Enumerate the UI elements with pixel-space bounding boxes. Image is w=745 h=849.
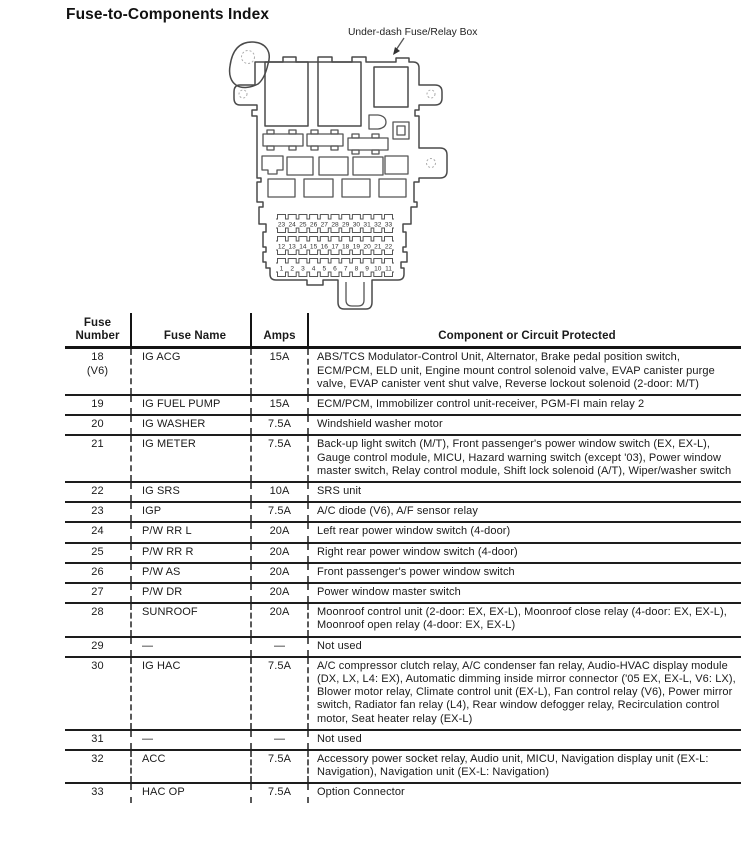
connector-row — [263, 130, 388, 154]
cell-fuse-name: IG ACG — [130, 349, 250, 394]
table-row — [65, 349, 741, 396]
fuse-slot-icon — [372, 228, 383, 233]
fuse-number: 28 — [331, 221, 339, 229]
cell-fuse-number: 33 — [91, 786, 104, 799]
fuse-slot-icon — [287, 215, 298, 220]
fuse-number: 24 — [288, 221, 296, 229]
cell-component: Not used — [307, 638, 741, 656]
fuse-slot-icon — [340, 215, 351, 220]
fuse-slot-icon — [383, 237, 394, 242]
fuse-slot-icon — [383, 215, 394, 220]
fuse-slot-icon — [383, 272, 394, 277]
cell-component: Option Connector — [307, 784, 741, 802]
fuse-slot-icon — [383, 228, 394, 233]
cell-component: Back-up light switch (M/T), Front passenger's power window switch (EX, EX-L), Gauge control module, MICU, Hazard warning switch (except '03), Power window master switch, Relay control module, Shift lock solenoid (A/T), Wiper/washer switch — [307, 436, 741, 481]
cell-fuse-number: 31 — [91, 732, 104, 745]
fuse-slot-icon — [340, 237, 351, 242]
fuse-slot-icon — [340, 259, 351, 264]
fuse-slot-icon — [319, 215, 330, 220]
label-arrow-head — [393, 47, 400, 55]
fuse-slot-icon — [340, 272, 351, 277]
fuse-slot-icon — [319, 250, 330, 255]
table-row — [65, 731, 741, 751]
fuse-slot-icon — [319, 259, 330, 264]
cell-component: SRS unit — [307, 483, 741, 501]
fuse-slot-icon — [308, 215, 319, 220]
table-row — [65, 564, 741, 584]
cap-connector — [262, 156, 283, 174]
table-row — [65, 784, 741, 802]
fuse-number: 21 — [374, 243, 382, 251]
fuse-number: 14 — [299, 243, 307, 251]
table-body — [65, 349, 741, 802]
cell-component: Accessory power socket relay, Audio unit, MICU, Navigation display unit (EX-L: Navigation), Navigation unit (EX-L: Navigation) — [307, 751, 741, 782]
fuse-slot-icon — [276, 272, 287, 277]
fuse-number: 23 — [277, 221, 286, 229]
fuse-slot-icon — [330, 250, 341, 255]
cell-fuse-name: P/W RR L — [130, 523, 250, 541]
cell-fuse-name: IG WASHER — [130, 416, 250, 434]
fuse-slot-icon — [297, 259, 308, 264]
cell-fuse-name: P/W AS — [130, 564, 250, 582]
fuse-number: 27 — [320, 221, 328, 229]
table-row — [65, 396, 741, 416]
fuse-slot-icon — [340, 228, 351, 233]
cell-fuse-number: 30 — [91, 659, 104, 672]
fuse-slot-icon — [287, 228, 298, 233]
cell-component: A/C diode (V6), A/F sensor relay — [307, 503, 741, 521]
table-row — [65, 751, 741, 784]
fuse-slot-icon — [297, 228, 308, 233]
cell-fuse-number: 32 — [91, 753, 104, 766]
fuse-box-drawing — [0, 18, 745, 313]
fuse-slot-icon — [308, 250, 319, 255]
cell-component: ECM/PCM, Immobilizer control unit-receiver, PGM-FI main relay 2 — [307, 396, 741, 414]
fuse-slot-icon — [297, 215, 308, 220]
cell-fuse-number: 26 — [91, 565, 104, 578]
table-row — [65, 523, 741, 543]
fuse-number: 18 — [342, 243, 350, 251]
fuse-slot-icon — [276, 228, 287, 233]
fuse-slot-icon — [383, 259, 394, 264]
fuse-slot-icon — [330, 237, 341, 242]
fuse-slot-icon — [362, 250, 373, 255]
table-row — [65, 544, 741, 564]
fuse-number: 30 — [352, 221, 361, 229]
mount-hole-icon — [239, 90, 247, 98]
fuse-number: 16 — [320, 243, 328, 251]
diagram-label: Under-dash Fuse/Relay Box — [348, 27, 478, 38]
fuse-number: 17 — [331, 243, 339, 251]
fuse-slot-icon — [308, 272, 319, 277]
fuse-number: 22 — [384, 243, 393, 251]
cell-fuse-number: 23 — [91, 505, 104, 518]
table-row — [65, 483, 741, 503]
cell-fuse-name: P/W RR R — [130, 544, 250, 562]
fuse-slot-icon — [276, 250, 287, 255]
fuse-number: 19 — [352, 243, 361, 251]
fuse-slot-icon — [330, 228, 341, 233]
relay-block — [318, 62, 361, 126]
fuse-number: 29 — [342, 221, 350, 229]
fuse-slot-icon — [308, 237, 319, 242]
fuse-slot-icon — [362, 237, 373, 242]
fuse-number: 33 — [384, 221, 393, 229]
fuse-slot-icon — [351, 259, 362, 264]
cell-fuse-number: 24 — [91, 525, 104, 538]
fuse-slot-icon — [287, 259, 298, 264]
fuse-slot-icon — [287, 237, 298, 242]
cell-fuse-number: 22 — [91, 485, 104, 498]
cell-fuse-number: 28 — [91, 606, 104, 619]
cell-amps: — — [250, 638, 307, 656]
table-row — [65, 436, 741, 483]
fuse-number: 10 — [374, 265, 382, 273]
fuse-slot-icon — [351, 250, 362, 255]
cell-fuse-number: 19 — [91, 398, 104, 411]
cell-fuse-name: — — [130, 638, 250, 656]
cell-amps: 20A — [250, 544, 307, 562]
cell-fuse-name: IG FUEL PUMP — [130, 396, 250, 414]
cell-fuse-number: 25 — [91, 545, 104, 558]
mount-hole-icon — [427, 159, 436, 168]
small-connector — [393, 122, 409, 139]
cell-fuse-name: IG HAC — [130, 658, 250, 729]
fuse-number: 1 — [279, 265, 284, 273]
cell-amps: 20A — [250, 523, 307, 541]
cell-fuse-name: P/W DR — [130, 584, 250, 602]
cell-amps: 7.5A — [250, 436, 307, 481]
label-arrow-line — [396, 38, 404, 50]
fuse-slot-icon — [372, 215, 383, 220]
fuse-slot-icon — [276, 215, 287, 220]
fuse-slot-icon — [351, 215, 362, 220]
fuse-slot-icon — [362, 259, 373, 264]
fuse-slot-icon — [319, 272, 330, 277]
cell-fuse-name: IG METER — [130, 436, 250, 481]
bottom-slot — [346, 282, 364, 306]
fuse-number: 13 — [288, 243, 296, 251]
cell-amps: 7.5A — [250, 751, 307, 782]
cell-component: ABS/TCS Modulator-Control Unit, Alternator, Brake pedal position switch, ECM/PCM, ELD unit, Engine mount control solenoid valve, EVAP canister purge valve, EVAP canister vent shut valve, Reverse lockout solenoid (2-door: M/T) — [307, 349, 741, 394]
fuse-grid — [276, 215, 394, 277]
cell-component: Left rear power window switch (4-door) — [307, 523, 741, 541]
cell-component: Power window master switch — [307, 584, 741, 602]
fuse-number: 20 — [363, 243, 371, 251]
fuse-number: 7 — [343, 265, 348, 273]
fuse-slot-icon — [319, 237, 330, 242]
mount-hole-icon — [427, 90, 435, 98]
fuse-slot-icon — [340, 250, 351, 255]
table-row — [65, 503, 741, 523]
fuse-number: 5 — [322, 265, 327, 273]
header-fuse-name: Fuse Name — [130, 313, 250, 346]
header-fuse-number: Fuse Number — [75, 317, 120, 343]
small-connector-inner — [397, 126, 405, 135]
fuse-number: 6 — [333, 265, 337, 273]
cell-amps: 10A — [250, 483, 307, 501]
fuse-number: 12 — [277, 243, 286, 251]
cell-amps: 7.5A — [250, 784, 307, 802]
mount-hole-icon — [242, 51, 255, 64]
fuse-slot-icon — [362, 272, 373, 277]
fuse-slot-icon — [351, 272, 362, 277]
cell-amps: 15A — [250, 396, 307, 414]
cell-amps: 20A — [250, 584, 307, 602]
cell-component: Windshield washer motor — [307, 416, 741, 434]
fuse-slot-icon — [297, 250, 308, 255]
fuse-number: 25 — [299, 221, 307, 229]
fuse-number: 15 — [309, 243, 318, 251]
fuse-slot-icon — [372, 259, 383, 264]
cell-fuse-name: IG SRS — [130, 483, 250, 501]
cell-amps: — — [250, 731, 307, 749]
fuse-slot-icon — [362, 215, 373, 220]
fuse-box-diagram — [0, 18, 745, 313]
fuse-number: 8 — [354, 265, 359, 273]
fuse-box-outline — [234, 57, 447, 309]
fuse-slot-icon — [372, 272, 383, 277]
relay-row-lower — [268, 179, 406, 197]
fuse-slot-icon — [330, 259, 341, 264]
header-amps: Amps — [250, 313, 307, 346]
fuse-slot-icon — [351, 228, 362, 233]
fuse-slot-icon — [362, 228, 373, 233]
cell-amps: 20A — [250, 564, 307, 582]
fuse-slot-icon — [297, 272, 308, 277]
cell-fuse-number: 27 — [91, 586, 104, 599]
fuse-number: 26 — [309, 221, 318, 229]
fuse-slot-icon — [308, 259, 319, 264]
cell-fuse-number: 20 — [91, 418, 104, 431]
fuse-slot-icon — [287, 272, 298, 277]
fuse-slot-icon — [372, 237, 383, 242]
fuse-number: 11 — [385, 265, 392, 273]
cell-fuse-name: IGP — [130, 503, 250, 521]
fuse-slot-icon — [276, 259, 287, 264]
cell-fuse-name: — — [130, 731, 250, 749]
fuse-slot-icon — [319, 228, 330, 233]
cell-component: Right rear power window switch (4-door) — [307, 544, 741, 562]
fuse-number: 32 — [374, 221, 382, 229]
fuse-number: 31 — [363, 221, 371, 229]
cell-amps: 15A — [250, 349, 307, 394]
fuse-slot-icon — [308, 228, 319, 233]
fuse-slot-icon — [330, 272, 341, 277]
cell-fuse-name: HAC OP — [130, 784, 250, 802]
fuse-slot-icon — [276, 237, 287, 242]
table-row — [65, 658, 741, 731]
cell-amps: 20A — [250, 604, 307, 635]
cell-amps: 7.5A — [250, 416, 307, 434]
fuse-box-top-left-tab — [230, 42, 270, 88]
cell-amps: 7.5A — [250, 658, 307, 729]
fuse-number: 9 — [365, 265, 369, 273]
fuse-slot-icon — [351, 237, 362, 242]
table-row — [65, 638, 741, 658]
cell-component: A/C compressor clutch relay, A/C condenser fan relay, Audio-HVAC display module (DX, LX, L4: EX), Automatic dimming inside mirror connector ('05 EX, EX-L, V6: LX), Blower motor relay, Climate control unit (EX-L), Fan control relay (V6), Power mirror switch, Radiator fan relay (L4), Rear window defogger relay, Recirculation control motor, Seat heater relay (EX-L) — [307, 658, 741, 729]
fuse-number: 4 — [311, 265, 316, 273]
relay-row-upper — [287, 156, 408, 175]
cell-component: Not used — [307, 731, 741, 749]
table-row — [65, 604, 741, 637]
fuse-slot-icon — [297, 237, 308, 242]
header-component: Component or Circuit Protected — [307, 313, 741, 346]
relay-block — [265, 62, 308, 126]
table-row — [65, 584, 741, 604]
fuse-number: 3 — [301, 265, 305, 273]
small-connector — [369, 115, 386, 129]
cell-component: Front passenger's power window switch — [307, 564, 741, 582]
cell-fuse-name: ACC — [130, 751, 250, 782]
cell-amps: 7.5A — [250, 503, 307, 521]
fuse-number: 2 — [290, 265, 295, 273]
page-title: Fuse-to-Components Index — [66, 6, 270, 23]
fuse-slot-icon — [287, 250, 298, 255]
table-row — [65, 416, 741, 436]
fuse-table — [65, 313, 741, 803]
cell-fuse-name: SUNROOF — [130, 604, 250, 635]
relay-block — [374, 67, 408, 107]
table-header-row — [65, 313, 741, 349]
fuse-slot-icon — [330, 215, 341, 220]
cell-fuse-number: 21 — [91, 438, 104, 451]
cell-fuse-number: 18 (V6) — [86, 351, 109, 377]
cell-component: Moonroof control unit (2-door: EX, EX-L), Moonroof close relay (4-door: EX, EX-L), Moonroof open relay (4-door: EX, EX-L) — [307, 604, 741, 635]
fuse-slot-icon — [383, 250, 394, 255]
cell-fuse-number: 29 — [91, 639, 104, 652]
fuse-slot-icon — [372, 250, 383, 255]
